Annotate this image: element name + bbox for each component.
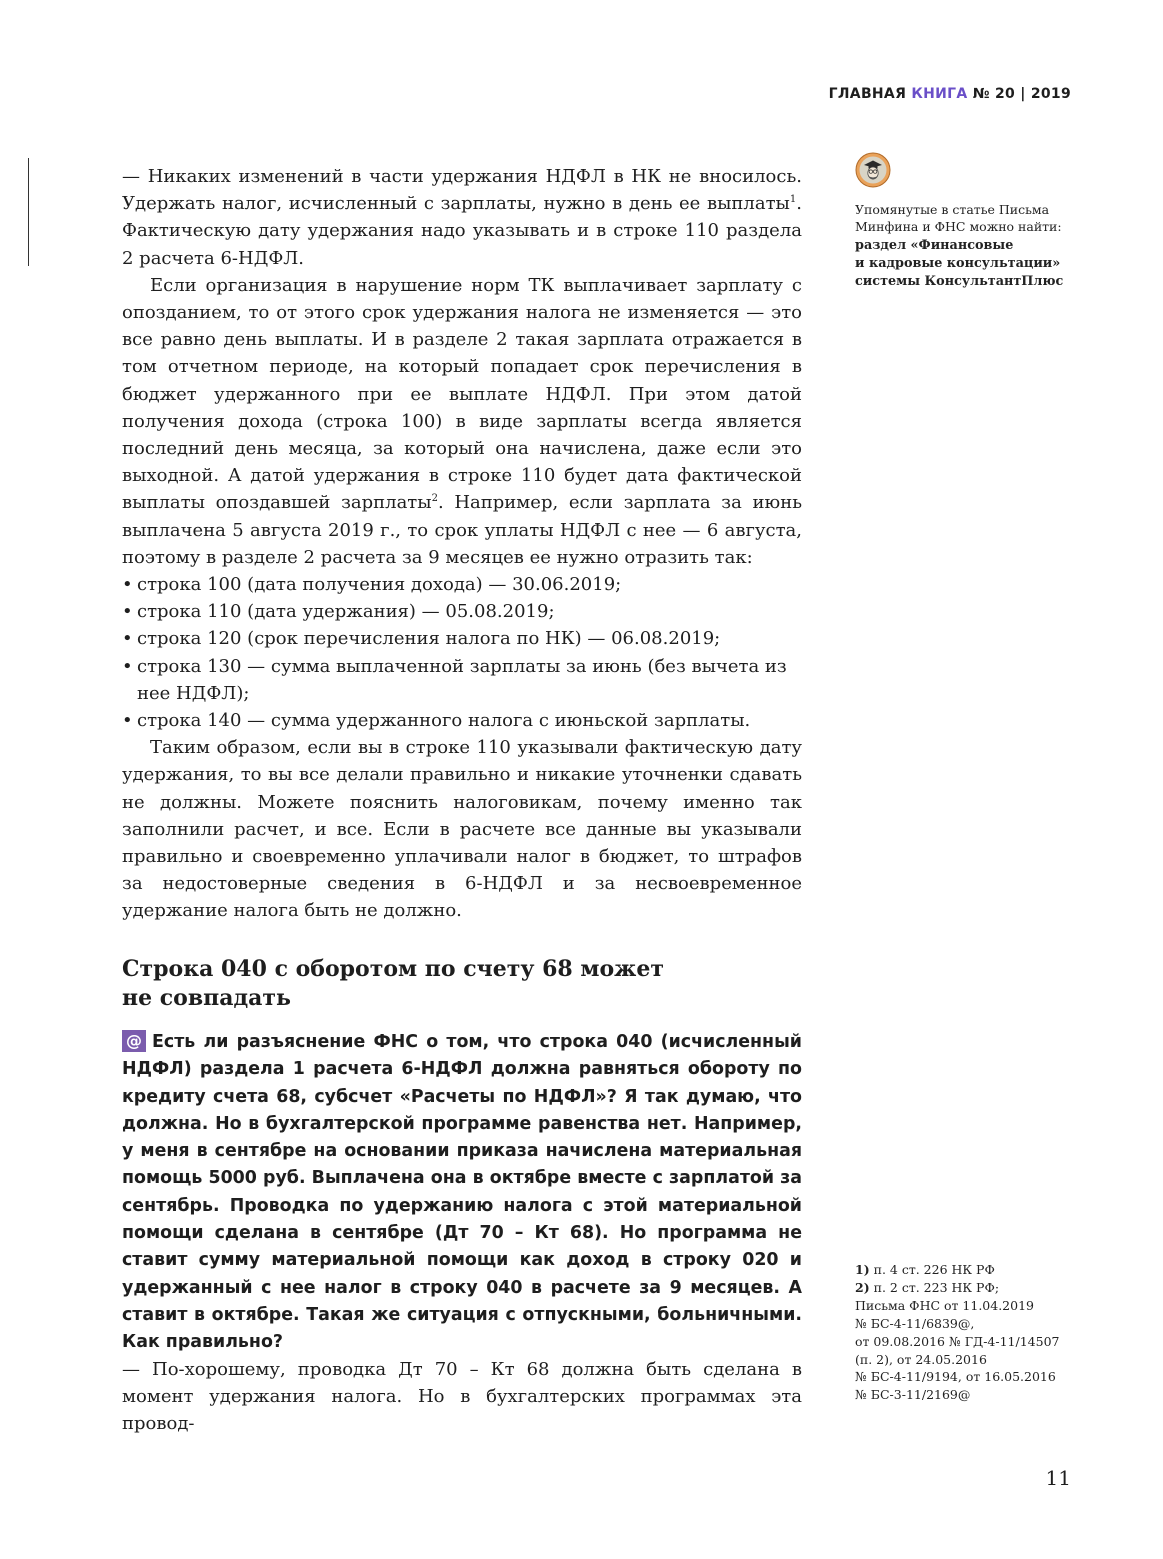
answer-text: — По-хорошему, проводка Дт 70 – Кт 68 должна быть сделана в момент удержания налога. Но в бухгалтерских программах эта провод- bbox=[122, 1359, 802, 1435]
margin-rule bbox=[28, 158, 29, 266]
footnote-2: 2) п. 2 ст. 223 НК РФ; Письма ФНС от 11.04.2019 № БС-4-11/6839@, от 09.08.2016 № ГД-4-11/14507 (п. 2), от 24.05.2016 № БС-4-11/9194, от 16.05.2016 № БС-3-11/2169@ bbox=[855, 1279, 1060, 1403]
footnotes bbox=[855, 1261, 1080, 1404]
paragraph-1: — Никаких изменений в части удержания НДФЛ в НК не вносилось. Удержать налог, исчисленный с зарплаты, нужно в день ее выплаты$^1$. Фактическую дату удержания надо указывать и в строке 110 раздела 2 расчета 6-НДФЛ. bbox=[122, 166, 802, 269]
list-item: • строка 140 — сумма удержанного налога с июньской зарплаты. bbox=[122, 707, 802, 734]
list-item: • строка 130 — сумма выплаченной зарплаты за июнь (без вычета из нее НДФЛ); bbox=[122, 653, 802, 707]
email-icon: @ bbox=[122, 1030, 146, 1052]
footnote-ref-1: 1 bbox=[789, 194, 797, 206]
list-item: • строка 110 (дата удержания) — 05.08.2019; bbox=[122, 598, 802, 625]
consultant-link-text: раздел «Финансовые и кадровые консультации» системы КонсультантПлюс bbox=[855, 238, 1064, 289]
sidebar-note: Упомянутые в статье Письма Минфина и ФНС можно найти: раздел «Финансовые и кадровые консультации» системы КонсультантПлюс bbox=[855, 201, 1075, 291]
section-heading: Строка 040 с оборотом по счету 68 может не совпадать bbox=[122, 956, 664, 1011]
expert-avatar-icon bbox=[855, 152, 891, 188]
footnote-ref-2: 2 bbox=[431, 493, 438, 505]
paragraph-2: Если организация в нарушение норм ТК выплачивает зарплату с опозданием, то от этого срок удержания налога не изменяется — это все равно день выплаты. И в разделе 2 такая зарплата отражается в том отчетном периоде, на который попадает срок перечисления в бюджет удержанного при ее выплате НДФЛ. При этом датой получения дохода (строка 100) в виде зарплаты всегда является последний день месяца, за который она начислена, даже если это выходной. А датой удержания в строке 110 будет дата фактической выплаты опоздавшей зарплаты$^2$. Например, если зарплата за июнь выплачена 5 августа 2019 г., то срок уплаты НДФЛ с нее — 6 августа, поэтому в разделе 2 расчета за 9 месяцев ее нужно отразить так: bbox=[122, 274, 802, 568]
bullet-list bbox=[122, 571, 802, 734]
reader-question: @ Есть ли разъяснение ФНС о том, что строка 040 (исчисленный НДФЛ) раздела 1 расчета 6-НДФЛ должна равняться обороту по кредиту счета 68, субсчет «Расчеты по НДФЛ»? Я так думаю, что должна. Но в бухгалтерской программе равенства нет. Например, у меня в сентябре на основании приказа начислена материальная помощь 5000 руб. Выплачена она в октябре вместе с зарплатой за сентябрь. Проводка по удержанию налога с этой материальной помощи сделана в сентябре (Дт 70 – Кт 68). Но программа не ставит сумму материальной помощи как доход в строку 020 и удержанный с нее налог в строку 040 в расчете за 9 месяцев. А ставит в октябре. Такая же ситуация с отпускными, больничными. Как правильно? bbox=[122, 1031, 802, 1353]
header-issue: № 20 | 2019 bbox=[972, 86, 1071, 102]
page-number: 11 bbox=[1045, 1466, 1071, 1490]
magazine-header bbox=[829, 86, 1071, 102]
header-kniga: КНИГА bbox=[911, 86, 968, 102]
article-body bbox=[122, 163, 802, 925]
paragraph-3: Таким образом, если вы в строке 110 указывали фактическую дату удержания, то вы все делали правильно и никакие уточненки сдавать не должны. Можете пояснить налоговикам, почему именно так заполнили расчет, и все. Если в расчете все данные вы указывали правильно и своевременно уплачивали налог в бюджет, то штрафов за недостоверные сведения в 6-НДФЛ и за несвоевременное удержание налога быть не должно. bbox=[122, 737, 802, 922]
list-item: • строка 100 (дата получения дохода) — 30.06.2019; bbox=[122, 571, 802, 598]
list-item: • строка 120 (срок перечисления налога по НК) — 06.08.2019; bbox=[122, 625, 802, 652]
header-glavnaya: ГЛАВНАЯ bbox=[828, 86, 907, 102]
footnote-1: 1) п. 4 ст. 226 НК РФ bbox=[855, 1262, 995, 1277]
